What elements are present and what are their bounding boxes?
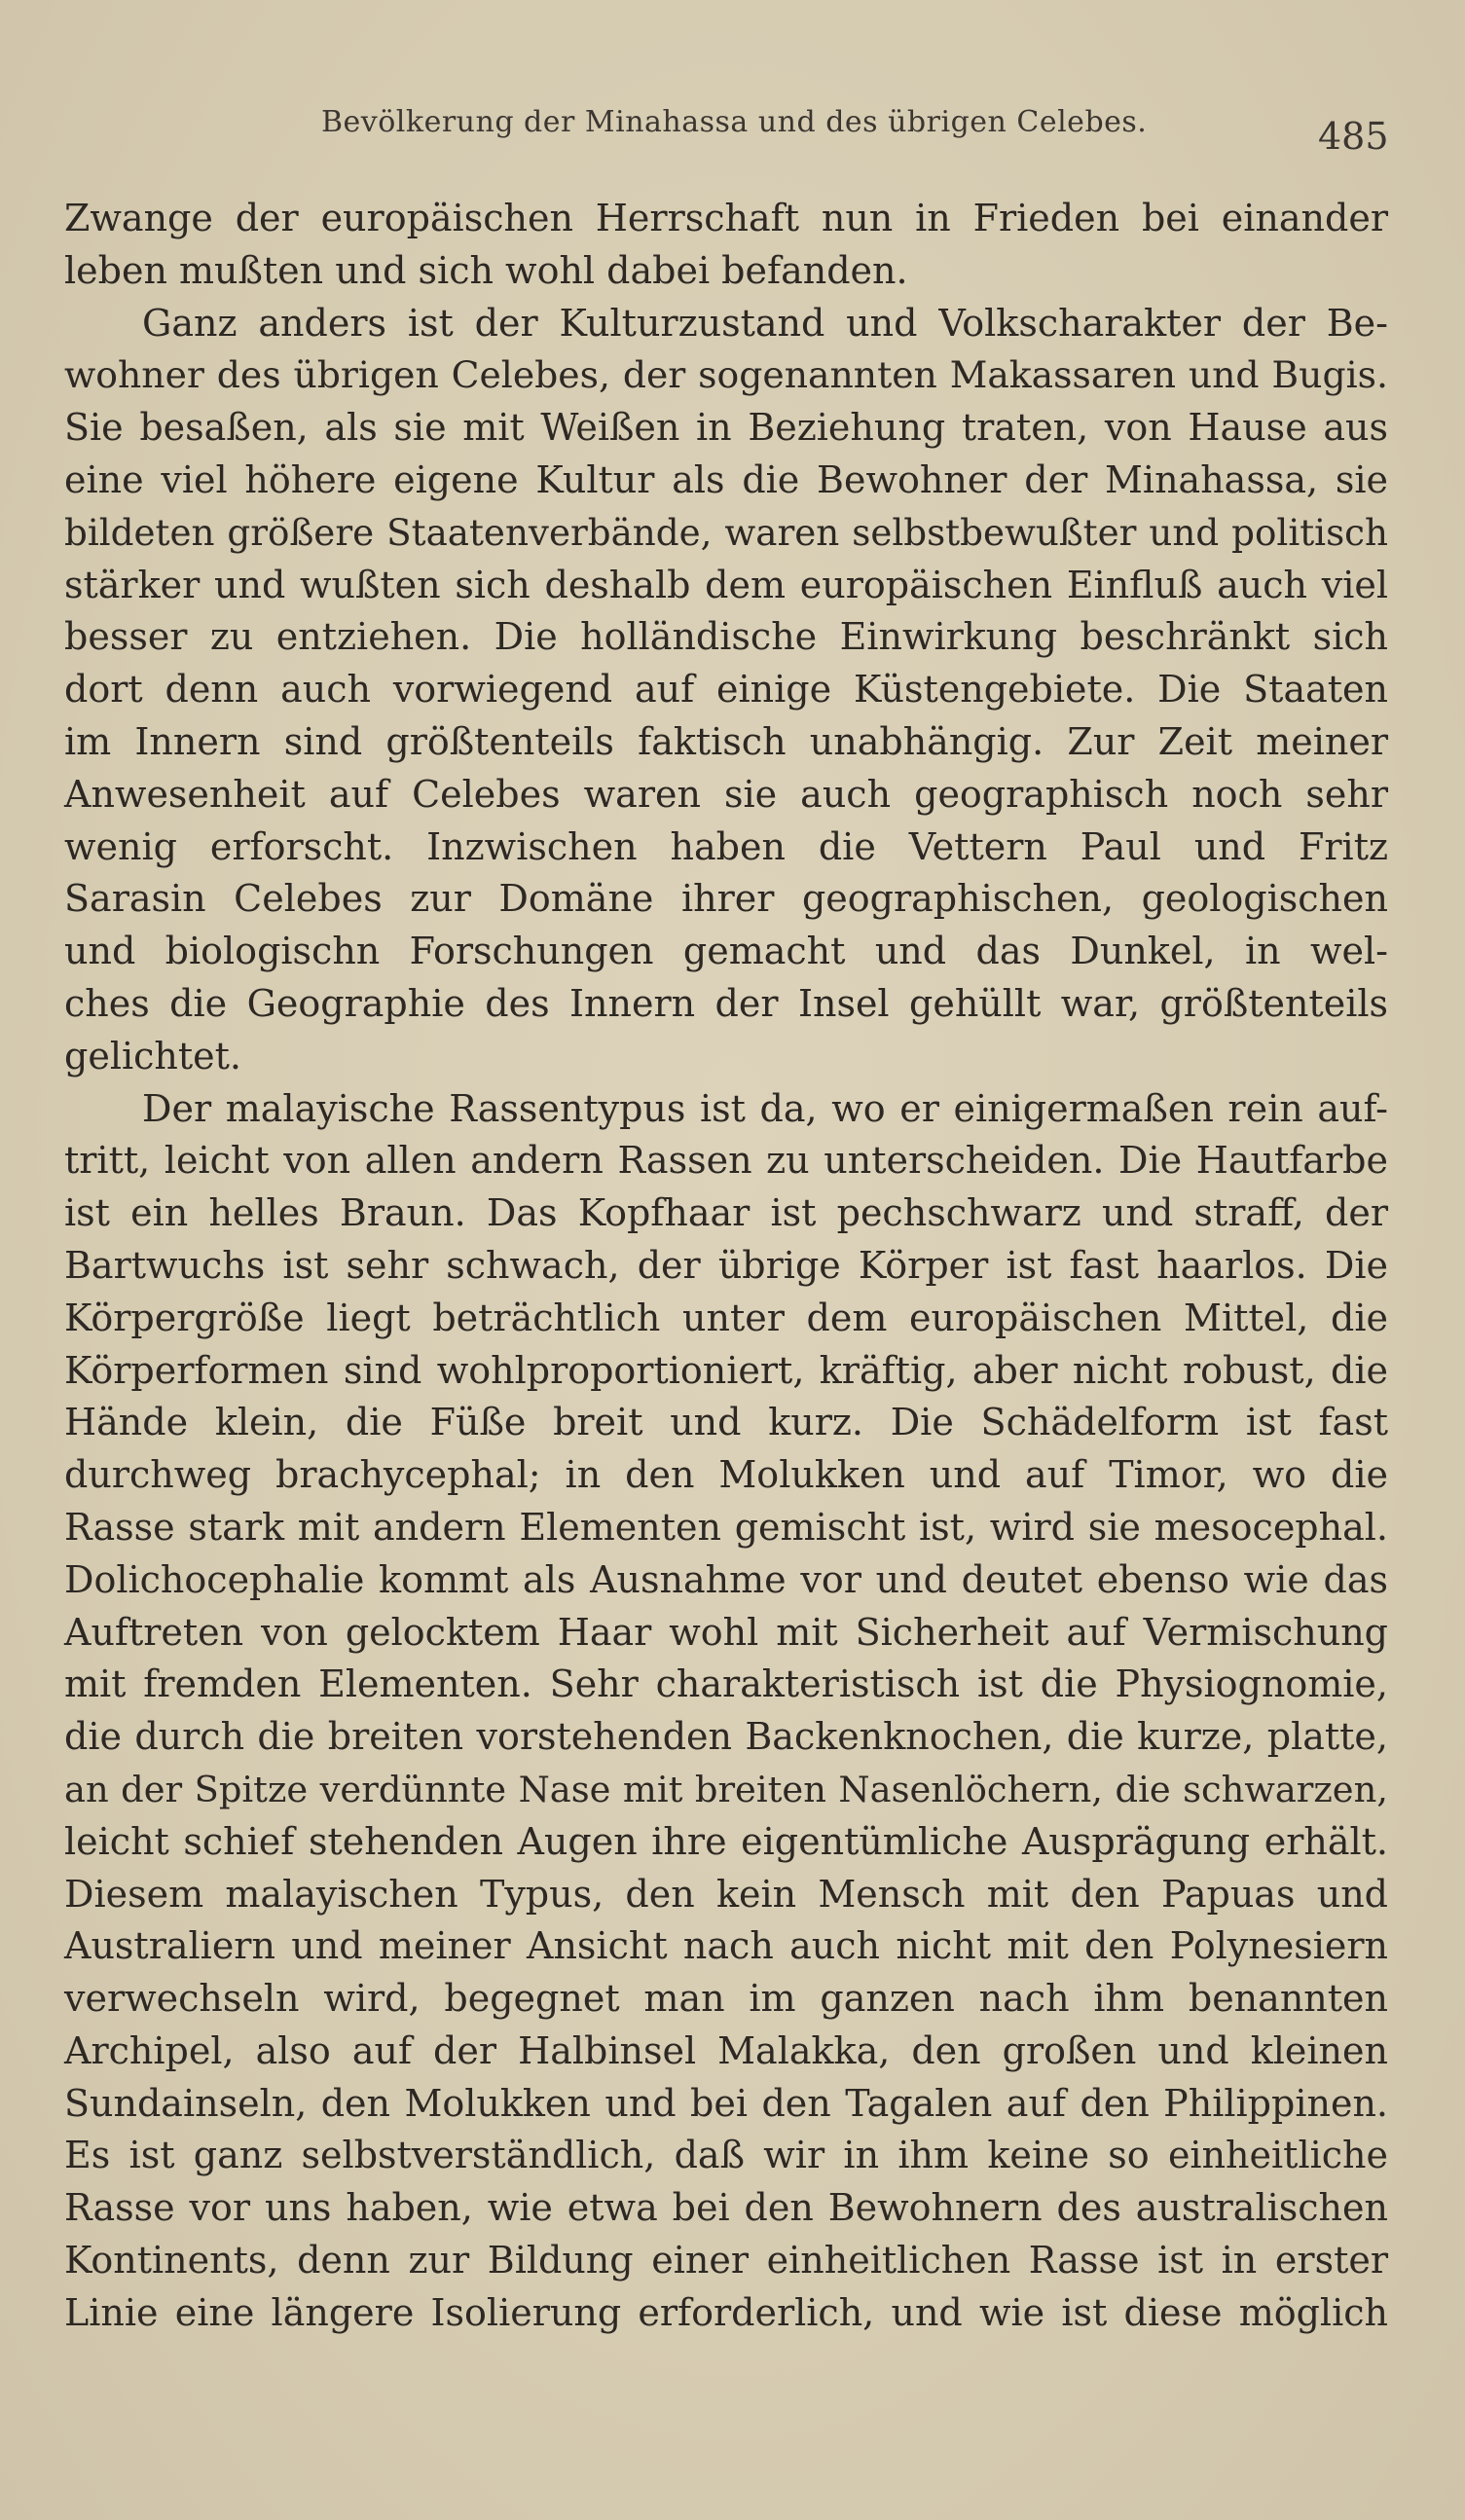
text-line: gelichtet. bbox=[64, 1034, 241, 1077]
text-line: Ganz anders ist der Kulturzustand und Volkscharakter der Be- bbox=[142, 301, 1388, 345]
text-line: Es ist ganz selbstverständlich, daß wir in ihm keine so einheitliche bbox=[64, 2134, 1388, 2177]
running-title: Bevölkerung der Minahassa und des übrigen Celebes. bbox=[321, 105, 1148, 139]
text-line: Kontinents, denn zur Bildung einer einheitlichen Rasse ist in erster bbox=[64, 2239, 1388, 2283]
text-line: dort denn auch vorwiegend auf einige Küstengebiete. Die Staaten bbox=[64, 668, 1388, 712]
text-line: Diesem malayischen Typus, den kein Mensch mit den Papuas und bbox=[64, 1872, 1388, 1916]
text-line: ches die Geographie des Innern der Insel gehüllt war, größtenteils bbox=[64, 981, 1388, 1025]
text-line: Australiern und meiner Ansicht nach auch nicht mit den Polynesiern bbox=[64, 1924, 1388, 1968]
page-number: 485 bbox=[1318, 115, 1389, 158]
text-line: Dolichocephalie kommt als Ausnahme vor und deutet ebenso wie das bbox=[64, 1557, 1388, 1601]
text-line: mit fremden Elementen. Sehr charakteristisch ist die Physiognomie, bbox=[64, 1662, 1388, 1706]
text-line: verwechseln wird, begegnet man im ganzen nach ihm benannten bbox=[64, 1977, 1388, 2021]
text-line: Sarasin Celebes zur Domäne ihrer geographischen, geologischen bbox=[64, 877, 1388, 921]
text-line: durchweg brachycephal; in den Molukken und auf Timor, wo die bbox=[64, 1453, 1388, 1497]
text-line: leicht schief stehenden Augen ihre eigentümliche Ausprägung erhält. bbox=[64, 1819, 1388, 1863]
text-line: Der malayische Rassentypus ist da, wo er einigermaßen rein auf- bbox=[142, 1086, 1388, 1130]
text-line: Sundainseln, den Molukken und bei den Tagalen auf den Philippinen. bbox=[64, 2081, 1388, 2125]
text-line: leben mußten und sich wohl dabei befanden. bbox=[64, 248, 908, 292]
text-line: wenig erforscht. Inzwischen haben die Vettern Paul und Fritz bbox=[64, 824, 1388, 868]
text-line: an der Spitze verdünnte Nase mit breiten Nasenlöchern, die schwarzen, bbox=[64, 1768, 1388, 1810]
text-line: Linie eine längere Isolierung erforderlich, und wie ist diese möglich bbox=[64, 2290, 1388, 2334]
text-line: Archipel, also auf der Halbinsel Malakka, den großen und kleinen bbox=[64, 2028, 1388, 2072]
text-line: Zwange der europäischen Herrschaft nun in Frieden bei einander bbox=[64, 197, 1388, 239]
body-text bbox=[64, 193, 1388, 2340]
text-line: die durch die breiten vorstehenden Backenknochen, die kurze, platte, bbox=[64, 1715, 1388, 1759]
text-line: besser zu entziehen. Die holländische Einwirkung beschränkt sich bbox=[64, 615, 1388, 659]
text-line: Bartwuchs ist sehr schwach, der übrige Körper ist fast haarlos. Die bbox=[64, 1243, 1388, 1287]
text-line: Körpergröße liegt beträchtlich unter dem europäischen Mittel, die bbox=[64, 1296, 1388, 1339]
text-line: Anwesenheit auf Celebes waren sie auch geographisch noch sehr bbox=[64, 772, 1388, 816]
text-line: stärker und wußten sich deshalb dem europäischen Einfluß auch viel bbox=[64, 563, 1388, 606]
text-line: bildeten größere Staatenverbände, waren selbstbewußter und politisch bbox=[64, 510, 1388, 554]
text-line: Rasse vor uns haben, wie etwa bei den Bewohnern des australischen bbox=[64, 2186, 1388, 2230]
text-line: und biologischn Forschungen gemacht und das Dunkel, in wel- bbox=[64, 930, 1388, 973]
text-line: Hände klein, die Füße breit und kurz. Die Schädelform ist fast bbox=[64, 1401, 1388, 1444]
text-line: Körperformen sind wohlproportioniert, kräftig, aber nicht robust, die bbox=[64, 1348, 1388, 1392]
text-line: Auftreten von gelocktem Haar wohl mit Sicherheit auf Vermischung bbox=[64, 1610, 1388, 1654]
text-line: Rasse stark mit andern Elementen gemischt ist, wird sie mesocephal. bbox=[64, 1505, 1388, 1549]
text-line: im Innern sind größtenteils faktisch unabhängig. Zur Zeit meiner bbox=[64, 719, 1388, 763]
text-line: wohner des übrigen Celebes, der sogenannten Makassaren und Bugis. bbox=[64, 353, 1388, 397]
text-line: ist ein helles Braun. Das Kopfhaar ist pechschwarz und straff, der bbox=[64, 1191, 1388, 1235]
text-line: eine viel höhere eigene Kultur als die Bewohner der Minahassa, sie bbox=[64, 457, 1388, 501]
text-line: Sie besaßen, als sie mit Weißen in Beziehung traten, von Hause aus bbox=[64, 406, 1388, 450]
text-line: tritt, leicht von allen andern Rassen zu unterscheiden. Die Hautfarbe bbox=[64, 1139, 1388, 1183]
